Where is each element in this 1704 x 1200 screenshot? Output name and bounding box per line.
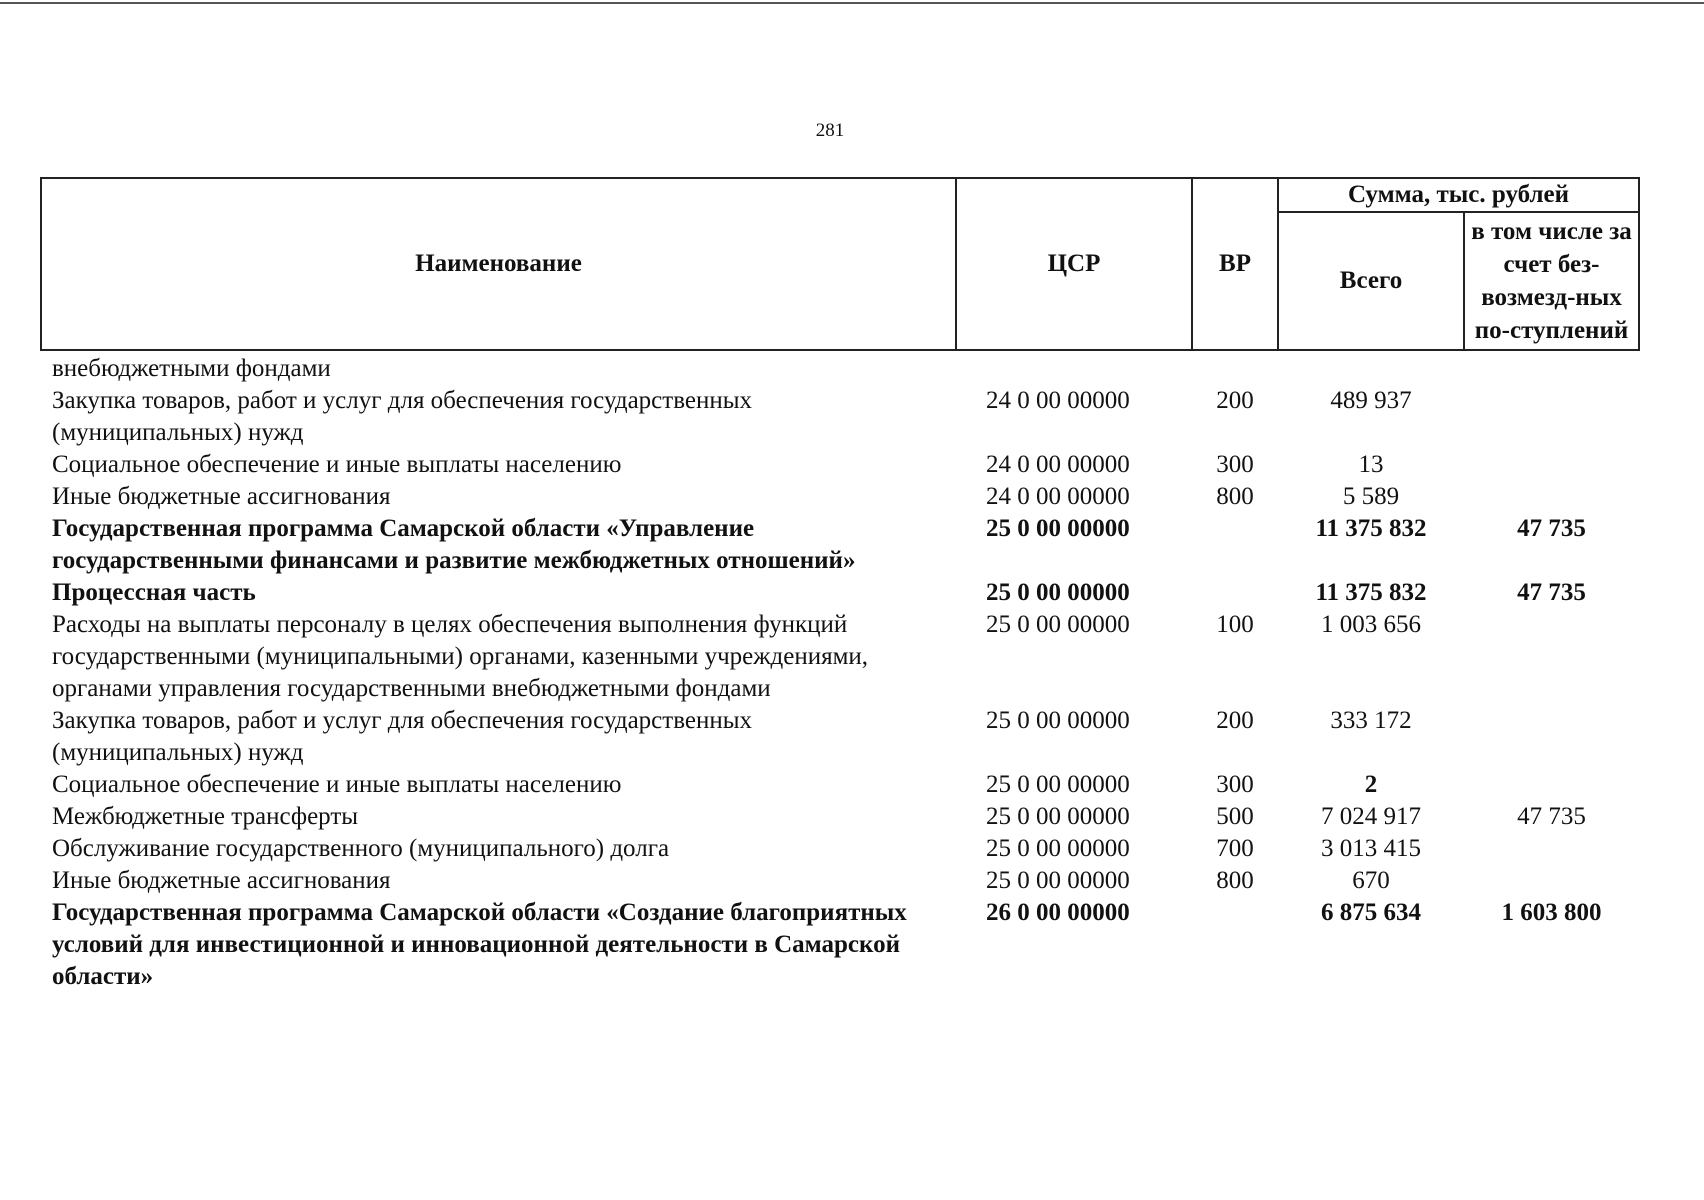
row-vr-cell: 300: [1216, 451, 1254, 478]
row-csr-cell: 25 0 00 00000: [986, 771, 1130, 798]
row-total-cell: 489 937: [1330, 387, 1412, 414]
row-vr-cell: 300: [1216, 771, 1254, 798]
row-name-cell: Межбюджетные трансферты: [52, 803, 359, 830]
header-vr: ВР: [1192, 178, 1278, 350]
row-total-cell: 2: [1364, 771, 1378, 798]
row-gratuitous-cell: 1 603 800: [1501, 899, 1602, 926]
row-gratuitous-cell: 47 735: [1517, 515, 1586, 542]
row-total-cell: 1 003 656: [1321, 611, 1421, 638]
row-gratuitous-cell: [1464, 609, 1639, 705]
row-vr-cell: 500: [1216, 803, 1254, 830]
row-vr-cell: 200: [1216, 707, 1254, 734]
row-csr-cell: 25 0 00 00000: [986, 803, 1130, 830]
header-sum-group: Сумма, тыс. рублей: [1278, 178, 1639, 212]
row-vr-cell: [1192, 897, 1278, 993]
page-number: 281: [815, 120, 845, 141]
table-row: [41, 897, 1639, 993]
row-gratuitous-cell: 47 735: [1517, 803, 1586, 830]
row-gratuitous-cell: [1464, 769, 1639, 801]
row-total-cell: 7 024 917: [1321, 803, 1421, 830]
header-total: Всего: [1278, 212, 1464, 350]
table-row: [41, 385, 1639, 449]
row-vr-cell: 800: [1216, 483, 1254, 510]
table-row: [41, 513, 1639, 577]
row-total-cell: [1278, 350, 1464, 385]
row-csr-cell: 25 0 00 00000: [986, 579, 1130, 606]
row-csr-cell: 25 0 00 00000: [986, 515, 1130, 542]
row-vr-cell: [1192, 350, 1278, 385]
header-csr: ЦСР: [956, 178, 1192, 350]
row-total-cell: 13: [1358, 451, 1384, 478]
table-row: [41, 449, 1639, 481]
table-body: [41, 350, 1639, 993]
row-csr-cell: 25 0 00 00000: [986, 835, 1130, 862]
row-name-cell: Закупка товаров, работ и услуг для обеспечения государственных (муниципальных) нужд: [52, 387, 753, 446]
row-vr-cell: 800: [1216, 867, 1254, 894]
table-header: [41, 178, 1639, 350]
row-csr-cell: 24 0 00 00000: [986, 451, 1130, 478]
header-gratuitous: в том числе за счет без-возмезд-ных по-ступлений: [1464, 212, 1639, 350]
row-total-cell: 11 375 832: [1315, 579, 1427, 606]
table-row: [41, 801, 1639, 833]
table-row: [41, 609, 1639, 705]
row-name-cell: Иные бюджетные ассигнования: [52, 867, 391, 894]
row-gratuitous-cell: [1464, 350, 1639, 385]
row-csr-cell: [956, 350, 1192, 385]
row-vr-cell: 200: [1216, 387, 1254, 414]
row-csr-cell: 25 0 00 00000: [986, 867, 1130, 894]
table-row: [41, 577, 1639, 609]
budget-table: [40, 177, 1640, 993]
row-vr-cell: [1192, 577, 1278, 609]
row-gratuitous-cell: [1464, 705, 1639, 769]
row-total-cell: 5 589: [1342, 483, 1400, 510]
row-gratuitous-cell: [1464, 385, 1639, 449]
row-name-cell: Процессная часть: [52, 579, 256, 606]
row-gratuitous-cell: 47 735: [1517, 579, 1586, 606]
row-name-cell: Государственная программа Самарской области «Создание благоприятных условий для инвестиционной и инновационной деятельности в Самарской области»: [52, 899, 907, 990]
row-csr-cell: 24 0 00 00000: [986, 483, 1130, 510]
row-vr-cell: [1192, 513, 1278, 577]
row-gratuitous-cell: [1464, 833, 1639, 865]
row-csr-cell: 24 0 00 00000: [986, 387, 1130, 414]
row-csr-cell: 25 0 00 00000: [986, 707, 1130, 734]
table-row: [41, 833, 1639, 865]
row-csr-cell: 25 0 00 00000: [986, 611, 1130, 638]
row-total-cell: 670: [1352, 867, 1390, 894]
row-gratuitous-cell: [1464, 449, 1639, 481]
table-row: [41, 769, 1639, 801]
row-name-cell: Обслуживание государственного (муниципального) долга: [52, 835, 670, 862]
row-name-cell: Социальное обеспечение и иные выплаты населению: [52, 771, 622, 798]
row-total-cell: 3 013 415: [1321, 835, 1421, 862]
row-vr-cell: 700: [1216, 835, 1254, 862]
row-name-cell: Государственная программа Самарской области «Управление государственными финансами и развитие межбюджетных отношений»: [52, 515, 856, 574]
row-name-cell: внебюджетными фондами: [52, 355, 331, 382]
row-name-cell: Социальное обеспечение и иные выплаты населению: [52, 451, 622, 478]
row-total-cell: 333 172: [1330, 707, 1412, 734]
row-csr-cell: 26 0 00 00000: [986, 899, 1130, 926]
row-gratuitous-cell: [1464, 865, 1639, 897]
table-row: [41, 350, 1639, 385]
table-row: [41, 705, 1639, 769]
row-name-cell: Закупка товаров, работ и услуг для обеспечения государственных (муниципальных) нужд: [52, 707, 753, 766]
row-vr-cell: 100: [1216, 611, 1254, 638]
top-border-line: [0, 2, 1704, 4]
row-name-cell: Иные бюджетные ассигнования: [52, 483, 391, 510]
table-row: [41, 481, 1639, 513]
table-row: [41, 865, 1639, 897]
row-total-cell: 11 375 832: [1315, 515, 1427, 542]
row-gratuitous-cell: [1464, 481, 1639, 513]
row-total-cell: 6 875 634: [1321, 899, 1421, 926]
header-name: Наименование: [41, 178, 956, 350]
row-name-cell: Расходы на выплаты персоналу в целях обеспечения выполнения функций государственными (муниципальными) органами, казенными учреждениями, органами управления государственными внебюджетными фондами: [52, 611, 869, 702]
